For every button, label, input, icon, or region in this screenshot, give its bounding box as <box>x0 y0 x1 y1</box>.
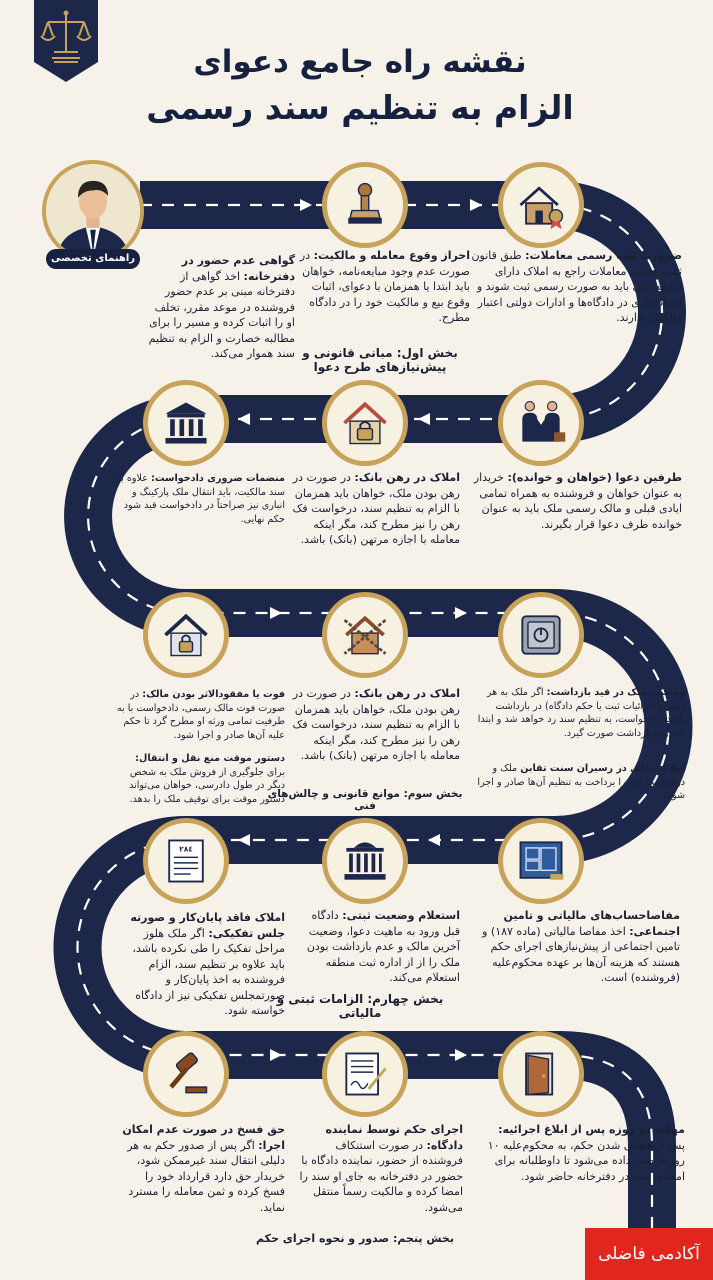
step-r4b-body: دادگاه قبل ورود به ماهیت دعوا، وضعیت آخرین مالک و عدم بازداشت بودن ملک را از از اداره ثبت منطقه استعلام می‌کند. <box>306 909 460 984</box>
step-r3a2 <box>475 762 685 803</box>
step-r5c-body: اگر پس از صدور حکم به هر دلیلی انتقال سند غیرممکن شود، خریدار حق دارد قرارداد خود را فسخ کرده و ثمن معامله را مسترد نماید. <box>127 1138 285 1214</box>
circle-r5a <box>498 1031 584 1117</box>
step-r1a <box>470 248 682 326</box>
house-lock-icon <box>158 607 214 663</box>
step-r3c2-body: برای جلوگیری از فروش ملک به شخص دیگر در طول دادرسی، خواهان می‌تواند دستور موقت برای توقیف ملک را بدهد. <box>129 766 285 805</box>
lawyer-portrait-icon <box>46 164 140 258</box>
step-r3b <box>290 686 460 764</box>
circle-r4c <box>143 818 229 904</box>
step-r4a <box>475 908 680 986</box>
step-r2b-head: املاک در رهن بانک: <box>354 471 460 484</box>
step-r3c-body: در صورت فوت مالک رسمی، دادخواست با به طرفیت تمامی ورثه او مطرح گرد تا حکم علیه آن‌ها صادر و اجرا شود. <box>116 689 285 741</box>
step-r3a <box>475 686 685 740</box>
step-r4c <box>120 910 285 1019</box>
justice-scale-logo-icon <box>34 0 98 82</box>
step-r3c2 <box>115 752 285 806</box>
step-r3a-body: اگر ملک به هر دلیلی (اجرائیات ثبت یا حکم دادگاه) در بازداشت باشد، دادخواست، به تنظیم سند رد خواهد شد و ابتدا باید رفع بازداشت صورت گیرد. <box>477 687 685 739</box>
tax-document-icon <box>158 833 214 889</box>
step-r5c <box>120 1122 285 1215</box>
handshake-icon <box>513 395 569 451</box>
circle-r3c <box>143 592 229 678</box>
step-r3b-head: املاک در رهن بانک: <box>354 687 460 700</box>
door-icon <box>513 1046 569 1102</box>
lawyer-avatar <box>42 160 144 262</box>
step-r1a-head: ضرورت ثبت رسمی معاملات: <box>525 249 682 262</box>
step-r4b <box>295 908 460 986</box>
step-r4a-head: مفاصاحساب‌های مالیاتی و تامین اجتماعی: <box>503 909 680 938</box>
circle-r2b <box>322 380 408 466</box>
circle-r1a <box>498 162 584 248</box>
step-r2a <box>470 470 682 532</box>
circle-r4b <box>322 818 408 904</box>
title-line-2: الزام به تنظیم سند رسمی <box>146 88 574 127</box>
guide-badge: راهنمای تخصصی <box>46 249 140 269</box>
stamp-icon <box>337 177 393 233</box>
circle-r2a <box>498 380 584 466</box>
step-r5b-body: در صورت استنکاف فروشنده از حضور، نماینده دادگاه با حضور در دفترخانه به جای او سند را امضا کرده و مالکیت رسماً منتقل می‌شود. <box>299 1138 463 1214</box>
step-r5a-body: پس از قطعی شدن حکم، به محکوم‌علیه ۱۰ روز فرصت داده می‌شود تا داوطلبانه برای امضای سند در دفترخانه حاضر شود. <box>487 1138 685 1183</box>
section-1-label: بخش اول: مبانی قانونی و پیش‌نیازهای طرح دعوا <box>302 346 458 374</box>
step-r1b <box>290 248 470 326</box>
step-r2a-body: خریدار به عنوان خواهان و فروشنده به همراه تمامی ایادی قبلی و مالک رسمی ملک باید به عنوان خوانده طرف دعوا قرار بگیرند. <box>473 471 682 531</box>
step-r1c-head: گواهی عدم حضور در دفترخانه: <box>181 254 295 283</box>
step-r3c2-head: دستور موقت منع نقل و انتقال: <box>135 753 285 764</box>
brand-tag: آکادمی فاضلی <box>585 1228 713 1280</box>
svg-text:٢٨٤: ٢٨٤ <box>179 844 193 854</box>
circle-r4a <box>498 818 584 904</box>
title-line-1: نقشه راه جامع دعوای <box>193 44 527 80</box>
step-r3b-body: در صورت در رهن بودن ملک، خواهان باید همزمان با الزام به تنظیم سند، درخواست فک رهن را نیز مطرح کند، مگر اینکه معامله با اجازه مرتهن (بانک) باشد. <box>292 687 460 762</box>
gavel-icon <box>158 1046 214 1102</box>
step-r1b-head: احراز وقوع معامله و مالکیت: <box>313 249 470 262</box>
step-r3a-head: وضعیت ملک در قید بازداشت: <box>546 687 685 698</box>
step-r2c-body: علاوه بر سند مالکیت، باید انتقال ملک پارکینگ و انباری نیز صراحتاً در دادخواست قید شود حکم نهایی. <box>115 473 285 525</box>
step-r2b-body: در صورت در رهن بودن ملک، خواهان باید همزمان با الزام به تنظیم سند، درخواست فک رهن را نیز مطرح کند، مگر اینکه معامله با اجازه مرتهن (بانک) باشد. <box>292 471 460 546</box>
step-r5a-head: مهلت ده روزه پس از ابلاغ اجرائیه: <box>498 1123 685 1136</box>
registry-building-icon <box>337 833 393 889</box>
circle-r3b <box>322 592 408 678</box>
step-r3a2-body: ملک و درخواست ایند را برداخت به تنظیم آن‌ها صادر و اجرا شود. <box>477 763 685 801</box>
house-lock-icon <box>337 395 393 451</box>
step-r3a2-head: املاک ملکی در رسیران سنت تقابن <box>520 763 685 774</box>
circle-r5b <box>322 1031 408 1117</box>
courthouse-icon <box>158 395 214 451</box>
step-r5a <box>485 1122 685 1184</box>
section-5-label: بخش پنجم: صدور و نحوه اجرای حکم <box>256 1232 454 1245</box>
circle-r2c <box>143 380 229 466</box>
step-r5b <box>295 1122 463 1215</box>
step-r1b-body: در صورت عدم وجود مبایعه‌نامه، خواهان باید ابتدا یا همزمان با دعوای، اثبات وقوع بیع و مالکیت خود را در دادگاه مطرح. <box>299 249 470 324</box>
step-r2a-head: طرفین دعوا (خواهان و خوانده): <box>507 471 682 484</box>
step-r2c <box>115 472 285 526</box>
circle-r3a <box>498 592 584 678</box>
house-chained-icon <box>337 607 393 663</box>
step-r2b <box>290 470 460 548</box>
step-r4a-body: اخذ مفاصا مالیاتی (ماده ۱۸۷) و تامین اجتماعی از پیش‌نیازهای اجرای حکم هستند که هزینه آن‌ها بر عهده محکوم‌علیه (فروشنده) است. <box>482 924 680 984</box>
step-r4b-head: استعلام وضعیت ثبتی: <box>342 909 460 922</box>
step-r4c-body: اگر ملک هلوز مراحل تفکیک را طی نکرده باشد، باید علاوه بر تنظیم سند، الزام فروشنده به اخذ پایان‌کار و صورتمجلس تفکیکی نیز از دادگاه خواسته شود. <box>132 926 285 1017</box>
section-3-label: بخش سوم: موانع قانونی و چالش‌های فنی <box>267 788 463 812</box>
signed-document-icon <box>337 1046 393 1102</box>
step-r2c-head: منضمات ضروری دادخواست: <box>151 473 285 484</box>
circle-r5c <box>143 1031 229 1117</box>
step-r1c <box>145 253 295 362</box>
step-r5c-head: حق فسخ در صورت عدم امکان اجرا: <box>122 1123 285 1152</box>
step-r3c <box>115 688 285 742</box>
safe-icon <box>513 607 569 663</box>
section-4-label: بخش چهارم: الزامات ثبتی و مالیاتی <box>276 992 444 1020</box>
step-r1c-body: اخذ گواهی از دفترخانه مبنی بر عدم حضور فروشنده در موعد مقرر، تخلف او را اثبات کرده و مسیر را برای مطالبه خصارت و الزام به تنظیم سند هموار می‌کند. <box>148 269 295 360</box>
blueprint-icon <box>513 833 569 889</box>
step-r5b-head: اجرای حکم توسط نماینده دادگاه: <box>325 1123 463 1152</box>
step-r3c-head: فوت یا مفقودالاثر بودن مالک: <box>142 689 285 700</box>
step-r4c-head: املاک فاقد پایان‌کار و صورته جلس تفکیکی: <box>130 911 285 940</box>
circle-r1b <box>322 162 408 248</box>
house-certificate-icon <box>513 177 569 233</box>
step-r1a-body: طبق قانون ثبت، تمامی معاملات راجع به املاک دارای سابقه ثبتی باید به صورت رسمی ثبت شوند و اسناد عادی در دادگاه‌ها و ادارات دولتی اعتبار مالکیت ندارند. <box>471 249 682 324</box>
